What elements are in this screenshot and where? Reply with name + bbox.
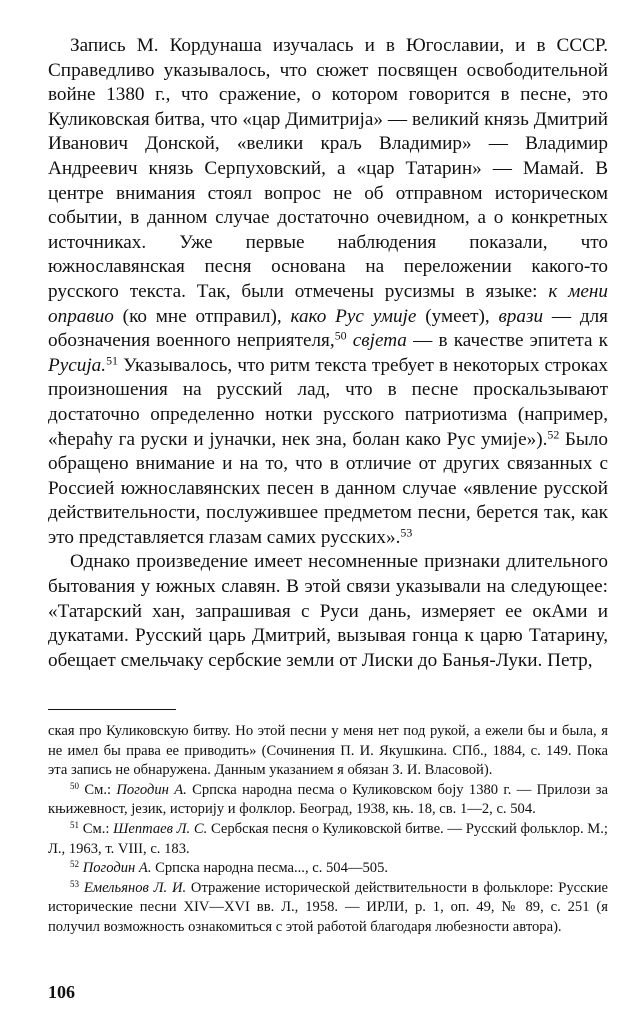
footnote-53: $^{53}$ Емельянов Л. И. Отражение исторической действительности в фольклоре: Русские исторические песни XIV—XVI вв. Л., 1958. — ИРЛИ, р. 1, оп. 49, № 89, с. 251 (я получил возможность ознакомиться с этой работой благодаря любезности автора).	[48, 878, 608, 935]
footnote-ref-51[interactable]: 51	[106, 353, 118, 368]
footnote-number: 51	[70, 820, 80, 830]
footnote-author: Погодин А.	[82, 860, 152, 877]
russism-example: Русиjа.	[48, 354, 107, 376]
main-text	[48, 34, 608, 673]
footnote-author: Емельянов Л. И.	[83, 879, 187, 896]
russism-example: к мени оправио	[48, 280, 608, 327]
footnotes	[48, 722, 608, 938]
footnote-50: $^{50}$ См.: Погодин А. Српска народна песма о Куликовском боjу 1380 г. — Прилози за књижевност, jезик, историjу и фолклор. Београд, 1938, књ. 18, св. 1—2, с. 504.	[48, 780, 608, 818]
footnote-divider	[48, 709, 176, 710]
russism-example: како Рус умиjе	[290, 305, 417, 327]
footnote-author: Погодин А.	[116, 781, 187, 798]
paragraph-1: Запись М. Кордунаша изучалась и в Югославии, и в СССР. Справедливо указывалось, что сюжет посвящен освободительной войне 1380 г., что сражение, о котором говорится в песне, это Куликовская битва, что «цар Димитриjа» — великий князь Дмитрий Иванович Донской, «велики краљ Владимир» — Владимир Андреевич князь Серпуховский, а «цар Татарин» — Мамай. В центре внимания стоял вопрос не об отправном историческом событии, в данном случае достаточно очевидном, а о конкретных источниках. Уже первые наблюдения показали, что южнославянская песня основана на переложении какого-то русского текста. Так, были отмечены русизмы в языке: к мени оправио (ко мне отправил), како Рус умиjе (умеет), врази — для обозначения военного неприятеля,$^{50}$ свjета — в качестве эпитета к Русиjа.$^{51}$ Указывалось, что ритм текста требует в некоторых строках произношения на русский лад, что в песне проскальзывают достаточно определенно нотки русского патриотизма (например, «ћераћу га руски и jуначки, нек зна, болан како Рус умиjе»).$^{52}$ Было обращено внимание и на то, что в отличие от других связанных с Россией южнославянских песен в данном случае «явление русской действительности, послужившее предметом песни, берется так, как это представляется глазам самих русских».$^{53}$	[48, 35, 608, 548]
footnote-author: Шептаев Л. С.	[113, 820, 208, 837]
footnote-ref-50[interactable]: 50	[334, 328, 347, 343]
footnote-ref-52[interactable]: 52	[547, 426, 560, 441]
russism-example: врази	[498, 305, 544, 327]
footnote-51: $^{51}$ См.: Шептаев Л. С. Сербская песня о Куликовской битве. — Русский фольклор. М.; Л., 1963, т. VIII, с. 183.	[48, 820, 608, 857]
footnote-number: 53	[70, 878, 80, 889]
footnote-number: 52	[70, 859, 80, 870]
footnote-ref-53[interactable]: 53	[400, 525, 413, 540]
paragraph-2: Однако произведение имеет несомненные признаки длительного бытования у южных славян. В этой связи указывали на следующее: «Татарский хан, запрашивая с Руси дань, измеряет ее окАми и дукатами. Русский царь Дмитрий, вызывая гонца к царю Татарину, обещает смельчаку сербские земли от Лиски до Банья-Луки. Петр,	[48, 551, 608, 671]
russism-example: свjета	[352, 330, 407, 352]
footnote-number: 50	[70, 780, 80, 791]
footnote-continuation: ская про Куликовскую битву. Но этой песни у меня нет под рукой, а ежели бы и была, я не имел бы права ее приводить» (Сочинения П. И. Якушкина. СПб., 1884, с. 149. Пока эта запись не обнаружена. Данным указанием я обязан З. И. Власовой).	[48, 723, 608, 779]
page-number: 106	[48, 982, 75, 1002]
footnote-52: $^{52}$ Погодин А. Српска народна песма..., с. 504—505.	[70, 859, 389, 877]
